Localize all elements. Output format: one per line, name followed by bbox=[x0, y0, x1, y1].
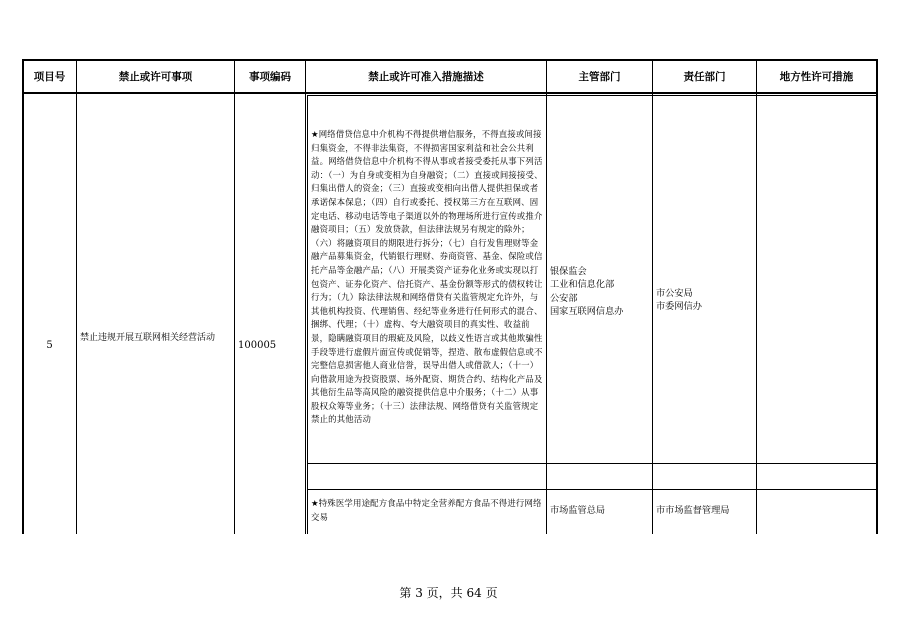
row-code: 100005 bbox=[238, 340, 277, 351]
measure-2-responsible: 市市场监督管理局 bbox=[656, 505, 730, 516]
page-number: 第 3 页，共 64 页 bbox=[399, 586, 498, 600]
measure-1-responsible: 市公安局 市委网信办 bbox=[656, 288, 702, 313]
col-divider-3b bbox=[307, 95, 308, 534]
measure-1-authority: 银保监会 工业和信息化部 公安部 国家互联网信息办 bbox=[550, 266, 624, 318]
measure-2-description: ★特殊医学用途配方食品中特定全营养配方食品不得进行网络交易 bbox=[311, 498, 542, 522]
table-left-border bbox=[22, 59, 24, 534]
col-divider-6 bbox=[756, 59, 757, 534]
header-description: 禁止或许可准入措施描述 bbox=[368, 70, 484, 83]
col-divider-3 bbox=[305, 59, 306, 534]
header-bottom-border bbox=[22, 92, 877, 94]
subrow-divider-bottom bbox=[307, 489, 877, 490]
measure-1-description: ★网络借贷信息中介机构不得提供增信服务，不得直接或间接归集资金，不得非法集资，不得损害国家利益和社会公共利益。网络借贷信息中介机构不得从事或者接受委托从事下列活动：（一）为自身或变相为自身融资；（二）直接或间接接受、归集出借人的资金；（三）直接或变相向出借人提供担保或者承诺保本保息；（四）自行或委托、授权第三方在互联网、固定电话、移动电话等电子渠道以外的物理场所进行宣传或推介融资项目；（五）发放贷款，但法律法规另有规定的除外；（六）将融资项目的期限进行拆分；（七）自行发售理财等金融产品募集资金，代销银行理财、券商资管、基金、保险或信托产品等金融产品；（八）开展类资产证券化业务或实现以打包资产、证券化资产、信托资产、基金份额等形式的债权转让行为；（九）除法律法规和网络借贷有关监管规定允许外，与其他机构投资、代理销售、经纪等业务进行任何形式的混合、捆绑、代理；（十）虚构、夸大融资项目的真实性、收益前景，隐瞒融资项目的瑕疵及风险，以歧义性语言或其他欺骗性手段等进行虚假片面宣传或促销等，捏造、散布虚假信息或不完整信息损害他人商业信誉，误导出借人或借款人；（十一）向借款用途为投资股票、场外配资、期货合约、结构化产品及其他衍生品等高风险的融资提供信息中介服务；（十二）从事股权众筹等业务；（十三）法律法规、网络借贷有关监管规定禁止的其他活动 bbox=[311, 129, 543, 425]
header-responsible: 责任部门 bbox=[683, 70, 726, 83]
col-divider-4 bbox=[546, 59, 547, 534]
header-code: 事项编码 bbox=[249, 70, 291, 83]
header-authority: 主管部门 bbox=[578, 70, 621, 83]
col-divider-2 bbox=[234, 59, 235, 534]
header-local-measures: 地方性许可措施 bbox=[779, 70, 854, 83]
header-item-no: 项目号 bbox=[33, 70, 66, 83]
subrow-top-border bbox=[307, 95, 877, 96]
measure-2-authority: 市场监管总局 bbox=[550, 505, 606, 516]
table-right-border bbox=[876, 59, 878, 534]
row-item-no: 5 bbox=[46, 340, 53, 351]
row-item: 禁止违规开展互联网相关经营活动 bbox=[80, 333, 216, 343]
subrow-divider-top bbox=[307, 463, 877, 464]
col-divider-1 bbox=[76, 59, 77, 534]
header-item: 禁止或许可事项 bbox=[118, 70, 193, 83]
col-divider-5 bbox=[652, 59, 653, 534]
